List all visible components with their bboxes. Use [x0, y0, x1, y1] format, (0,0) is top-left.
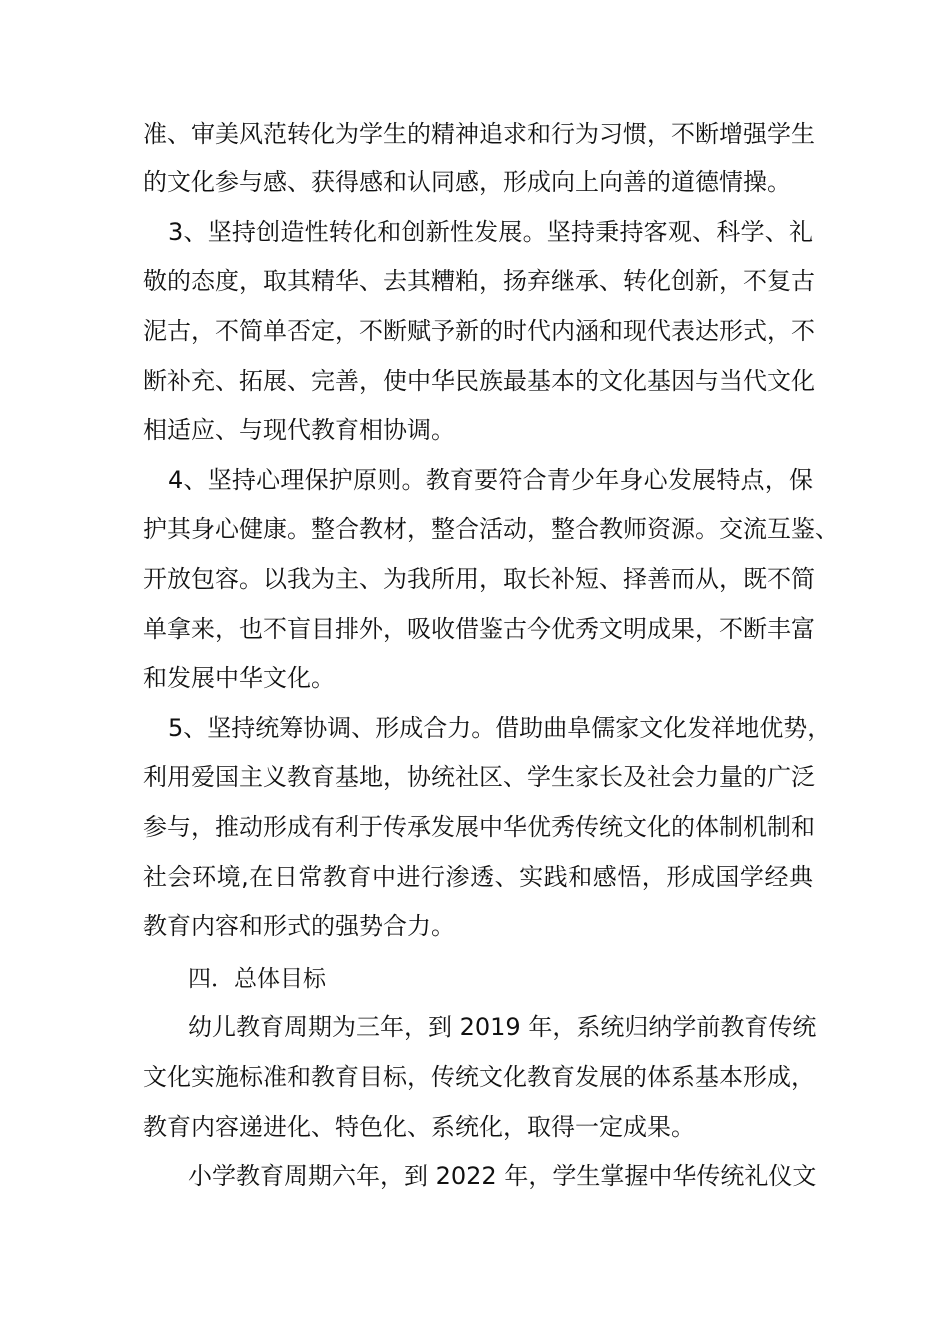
paragraph-line: 和发展中华文化。: [143, 664, 335, 692]
paragraph-line: 护其身心健康。整合教材，整合活动，整合教师资源。交流互鉴、: [143, 515, 839, 543]
paragraph-line: 开放包容。以我为主、为我所用，取长补短、择善而从，既不简: [143, 565, 815, 593]
paragraph-line: 小学教育周期六年，到 2022 年，学生掌握中华传统礼仪文: [188, 1162, 817, 1190]
paragraph-line: 相适应、与现代教育相协调。: [143, 416, 455, 444]
paragraph-line: 参与，推动形成有利于传承发展中华优秀传统文化的体制机制和: [143, 813, 815, 841]
paragraph-line: 4、坚持心理保护原则。教育要符合青少年身心发展特点，保: [168, 466, 813, 494]
paragraph-line: 社会环境,在日常教育中进行渗透、实践和感悟，形成国学经典: [143, 863, 813, 891]
section-heading: 四．总体目标: [188, 966, 326, 992]
paragraph-line: 断补充、拓展、完善，使中华民族最基本的文化基因与当代文化: [143, 367, 815, 395]
paragraph-line: 泥古，不简单否定，不断赋予新的时代内涵和现代表达形式，不: [143, 317, 815, 345]
paragraph-line: 教育内容递进化、特色化、系统化，取得一定成果。: [143, 1113, 695, 1141]
paragraph-line: 文化实施标准和教育目标，传统文化教育发展的体系基本形成，: [143, 1063, 815, 1091]
paragraph-line: 教育内容和形式的强势合力。: [143, 912, 455, 940]
paragraph-line: 利用爱国主义教育基地，协统社区、学生家长及社会力量的广泛: [143, 763, 815, 791]
paragraph-line: 3、坚持创造性转化和创新性发展。坚持秉持客观、科学、礼: [168, 218, 813, 246]
paragraph-line: 准、审美风范转化为学生的精神追求和行为习惯，不断增强学生: [143, 120, 815, 148]
paragraph-line: 单拿来，也不盲目排外，吸收借鉴古今优秀文明成果，不断丰富: [143, 615, 815, 643]
paragraph-line: 5、坚持统筹协调、形成合力。借助曲阜儒家文化发祥地优势，: [168, 714, 832, 742]
paragraph-line: 幼儿教育周期为三年，到 2019 年，系统归纳学前教育传统: [188, 1013, 817, 1041]
paragraph-line: 敬的态度，取其精华、去其糟粕，扬弃继承、转化创新，不复古: [143, 267, 815, 295]
paragraph-line: 的文化参与感、获得感和认同感，形成向上向善的道德情操。: [143, 168, 791, 196]
